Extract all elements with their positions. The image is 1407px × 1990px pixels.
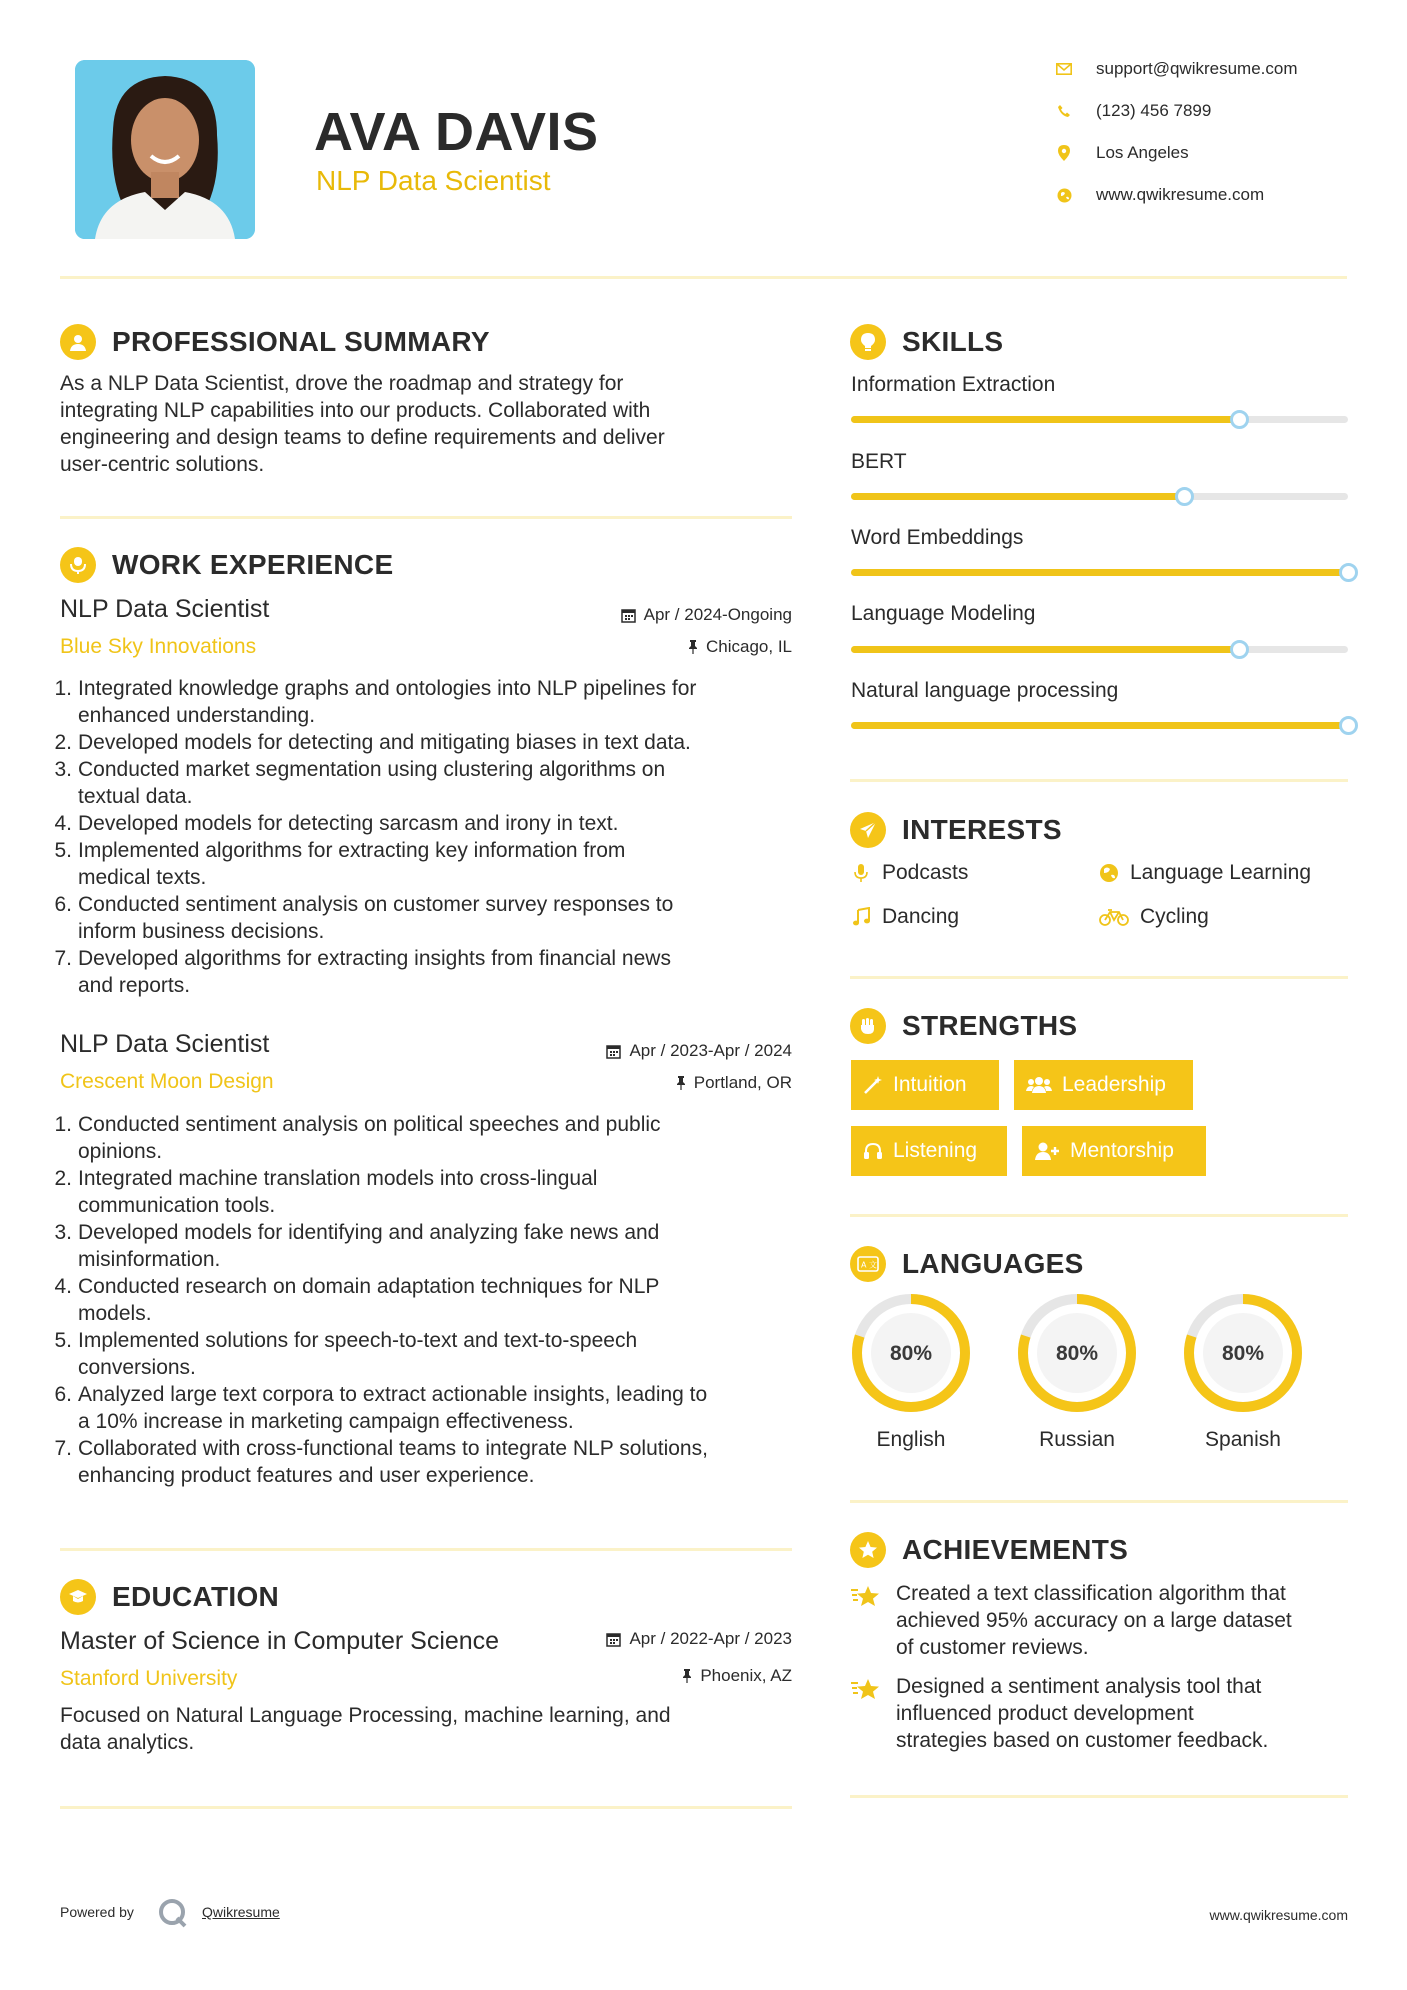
job-1-company: Blue Sky Innovations bbox=[60, 635, 257, 658]
list-item: 6. Conducted sentiment analysis on customer survey responses to inform business decisions. bbox=[54, 893, 674, 943]
skill-bar-fill bbox=[851, 646, 1239, 653]
list-item: 2. Integrated machine translation models into cross-lingual communication tools. bbox=[54, 1167, 598, 1217]
fist-icon bbox=[850, 1008, 886, 1044]
interest-item: Cycling bbox=[1098, 903, 1209, 931]
language-donut bbox=[1016, 1292, 1138, 1414]
skill-bar bbox=[851, 569, 1348, 576]
contact-email-text: support@qwikresume.com bbox=[1096, 59, 1298, 78]
list-item: 3. Developed models for identifying and analyzing fake news and misinformation. bbox=[54, 1221, 660, 1271]
list-item: 4. Conducted research on domain adaptation techniques for NLP models. bbox=[54, 1275, 660, 1325]
language-name: English bbox=[876, 1428, 946, 1451]
envelope-icon bbox=[1054, 63, 1074, 75]
header-divider bbox=[60, 276, 1347, 279]
qwikresume-logo-icon bbox=[157, 1898, 189, 1933]
job-1-dates: Apr / 2024-Ongoing bbox=[500, 604, 792, 626]
education-title: EDUCATION bbox=[112, 1581, 280, 1612]
language-donut bbox=[850, 1292, 972, 1414]
calendar-icon bbox=[621, 608, 636, 623]
job-2-dates: Apr / 2023-Apr / 2024 bbox=[500, 1040, 792, 1062]
phone-icon bbox=[1054, 104, 1074, 118]
user-icon bbox=[60, 324, 96, 360]
skills-heading bbox=[850, 322, 1003, 362]
achievements-title: ACHIEVEMENTS bbox=[902, 1534, 1129, 1565]
strength-tag: Mentorship bbox=[1022, 1126, 1206, 1176]
skills-divider bbox=[850, 779, 1348, 782]
pushpin-icon bbox=[682, 1669, 692, 1683]
languages-divider bbox=[850, 1500, 1348, 1503]
job-1-responsibilities bbox=[54, 675, 800, 999]
briefcase-icon bbox=[60, 547, 96, 583]
map-pin-icon bbox=[1054, 145, 1074, 161]
interest-item: Dancing bbox=[850, 903, 959, 931]
skill-bar bbox=[851, 493, 1348, 500]
languages-heading bbox=[850, 1244, 1084, 1284]
calendar-icon bbox=[606, 1632, 621, 1647]
summary-heading bbox=[60, 322, 490, 362]
language-name: Spanish bbox=[1205, 1428, 1281, 1451]
list-item: 1. Integrated knowledge graphs and ontologies into NLP pipelines for enhanced understanding. bbox=[54, 677, 697, 727]
contact-phone[interactable] bbox=[1054, 98, 1354, 124]
donut-percent-label: 80% bbox=[889, 1342, 933, 1365]
skills-title: SKILLS bbox=[902, 326, 1004, 357]
list-item: 3. Conducted market segmentation using clustering algorithms on textual data. bbox=[54, 758, 666, 808]
pushpin-icon bbox=[688, 640, 698, 654]
donut-percent-label: 80% bbox=[1055, 1342, 1099, 1365]
skill-name: Information Extraction bbox=[851, 373, 1056, 396]
skill-bar-fill bbox=[851, 722, 1348, 729]
skill-bar bbox=[851, 722, 1348, 729]
achievements-heading bbox=[850, 1530, 1128, 1570]
list-item: 7. Developed algorithms for extracting insights from financial news and reports. bbox=[54, 947, 671, 997]
contact-location-text: Los Angeles bbox=[1096, 143, 1189, 162]
interest-item: Podcasts bbox=[850, 859, 968, 887]
music-note-icon bbox=[850, 907, 872, 927]
achievements-divider bbox=[850, 1795, 1348, 1798]
contact-email[interactable] bbox=[1054, 56, 1354, 82]
paper-plane-icon bbox=[850, 812, 886, 848]
user-plus-icon bbox=[1034, 1141, 1060, 1161]
experience-divider bbox=[60, 1548, 792, 1551]
education-divider bbox=[60, 1806, 792, 1809]
language-donut bbox=[1182, 1292, 1304, 1414]
list-item: 4. Developed models for detecting sarcasm and irony in text. bbox=[54, 812, 619, 835]
skill-bar-knob bbox=[1339, 563, 1358, 582]
microphone-icon bbox=[850, 863, 872, 883]
job-2-company: Crescent Moon Design bbox=[60, 1070, 274, 1093]
contact-website-text: www.qwikresume.com bbox=[1096, 185, 1265, 204]
skill-bar bbox=[851, 646, 1348, 653]
footer-powered-by: Powered by bbox=[60, 1904, 134, 1920]
contact-location bbox=[1054, 140, 1354, 166]
education-school: Stanford University bbox=[60, 1667, 238, 1690]
list-item: 6. Analyzed large text corpora to extract actionable insights, leading to a 10% increase in marketing campaign effectiveness. bbox=[54, 1383, 708, 1433]
skill-bar bbox=[851, 416, 1348, 423]
experience-title: WORK EXPERIENCE bbox=[112, 549, 394, 580]
strengths-title: STRENGTHS bbox=[902, 1010, 1078, 1041]
donut-percent-label: 80% bbox=[1221, 1342, 1265, 1365]
globe-icon bbox=[1098, 863, 1120, 883]
language-name: Russian bbox=[1039, 1428, 1115, 1451]
svg-text:A: A bbox=[861, 1260, 867, 1270]
summary-text: As a NLP Data Scientist, drove the roadmap and strategy for integrating NLP capabilities into our products. Collaborated with engineering and design teams to define requirements and deliver user-centric solutions. bbox=[60, 372, 665, 476]
education-heading bbox=[60, 1577, 279, 1617]
users-icon bbox=[1026, 1075, 1052, 1095]
list-item: 7. Collaborated with cross-functional teams to integrate NLP solutions, enhancing product features and user experience. bbox=[54, 1437, 708, 1487]
achievement-item: Created a text classification algorithm that achieved 95% accuracy on a large dataset of customer reviews. bbox=[850, 1580, 1350, 1661]
skill-bar-fill bbox=[851, 416, 1239, 423]
svg-text:文: 文 bbox=[869, 1260, 877, 1270]
list-item: 1. Conducted sentiment analysis on political speeches and public opinions. bbox=[54, 1113, 661, 1163]
job-1-location: Chicago, IL bbox=[500, 636, 792, 658]
star-icon bbox=[850, 1673, 882, 1754]
achievement-item: Designed a sentiment analysis tool that influenced product development strategies based on customer feedback. bbox=[850, 1673, 1350, 1754]
pushpin-icon bbox=[676, 1076, 686, 1090]
bicycle-icon bbox=[1098, 908, 1130, 926]
interests-heading bbox=[850, 810, 1062, 850]
education-location: Phoenix, AZ bbox=[500, 1665, 792, 1687]
skill-bar-knob bbox=[1230, 410, 1249, 429]
contact-website[interactable] bbox=[1054, 182, 1354, 208]
summary-divider bbox=[60, 516, 792, 519]
skill-name: Word Embeddings bbox=[851, 526, 1024, 549]
skill-name: BERT bbox=[851, 450, 907, 473]
lightbulb-icon bbox=[850, 324, 886, 360]
strength-tag: Listening bbox=[851, 1126, 1007, 1176]
profile-photo bbox=[75, 60, 255, 239]
job-1-title: NLP Data Scientist bbox=[60, 595, 270, 623]
magic-wand-icon bbox=[863, 1075, 883, 1095]
list-item: 2. Developed models for detecting and mitigating biases in text data. bbox=[54, 731, 691, 754]
strengths-heading bbox=[850, 1006, 1077, 1046]
skill-name: Natural language processing bbox=[851, 679, 1119, 702]
list-item: 5. Implemented algorithms for extracting key information from medical texts. bbox=[54, 839, 626, 889]
job-2-title: NLP Data Scientist bbox=[60, 1030, 270, 1058]
skill-bar-fill bbox=[851, 569, 1348, 576]
education-dates: Apr / 2022-Apr / 2023 bbox=[500, 1628, 792, 1650]
star-icon bbox=[850, 1580, 882, 1661]
strength-tag: Leadership bbox=[1014, 1060, 1193, 1110]
skill-bar-knob bbox=[1175, 487, 1194, 506]
skill-bar-fill bbox=[851, 493, 1184, 500]
strength-tag: Intuition bbox=[851, 1060, 999, 1110]
skill-name: Language Modeling bbox=[851, 602, 1036, 625]
experience-heading bbox=[60, 545, 393, 585]
candidate-name: AVA DAVIS bbox=[314, 102, 599, 162]
contact-phone-text: (123) 456 7899 bbox=[1096, 101, 1212, 120]
interests-title: INTERESTS bbox=[902, 814, 1062, 845]
list-item: 5. Implemented solutions for speech-to-text and text-to-speech conversions. bbox=[54, 1329, 638, 1379]
education-degree: Master of Science in Computer Science bbox=[60, 1627, 500, 1655]
footer-url-link[interactable]: www.qwikresume.com bbox=[1209, 1907, 1348, 1923]
translate-icon bbox=[850, 1246, 886, 1282]
footer-brand-link[interactable]: Qwikresume bbox=[202, 1904, 280, 1920]
skill-bar-knob bbox=[1230, 640, 1249, 659]
globe-icon bbox=[1054, 188, 1074, 203]
strengths-divider bbox=[850, 1214, 1348, 1217]
calendar-icon bbox=[606, 1044, 621, 1059]
interest-item: Language Learning bbox=[1098, 859, 1311, 887]
interests-divider bbox=[850, 976, 1348, 979]
job-2-responsibilities bbox=[54, 1111, 810, 1489]
headphones-icon bbox=[863, 1141, 883, 1161]
star-badge-icon bbox=[850, 1532, 886, 1568]
graduation-cap-icon bbox=[60, 1579, 96, 1615]
job-2-location: Portland, OR bbox=[500, 1072, 792, 1094]
languages-list bbox=[850, 1292, 1350, 1462]
education-description: Focused on Natural Language Processing, machine learning, and data analytics. bbox=[60, 1704, 671, 1754]
skill-bar-knob bbox=[1339, 716, 1358, 735]
candidate-title: NLP Data Scientist bbox=[316, 165, 551, 196]
summary-title: PROFESSIONAL SUMMARY bbox=[112, 326, 490, 357]
languages-title: LANGUAGES bbox=[902, 1248, 1084, 1279]
